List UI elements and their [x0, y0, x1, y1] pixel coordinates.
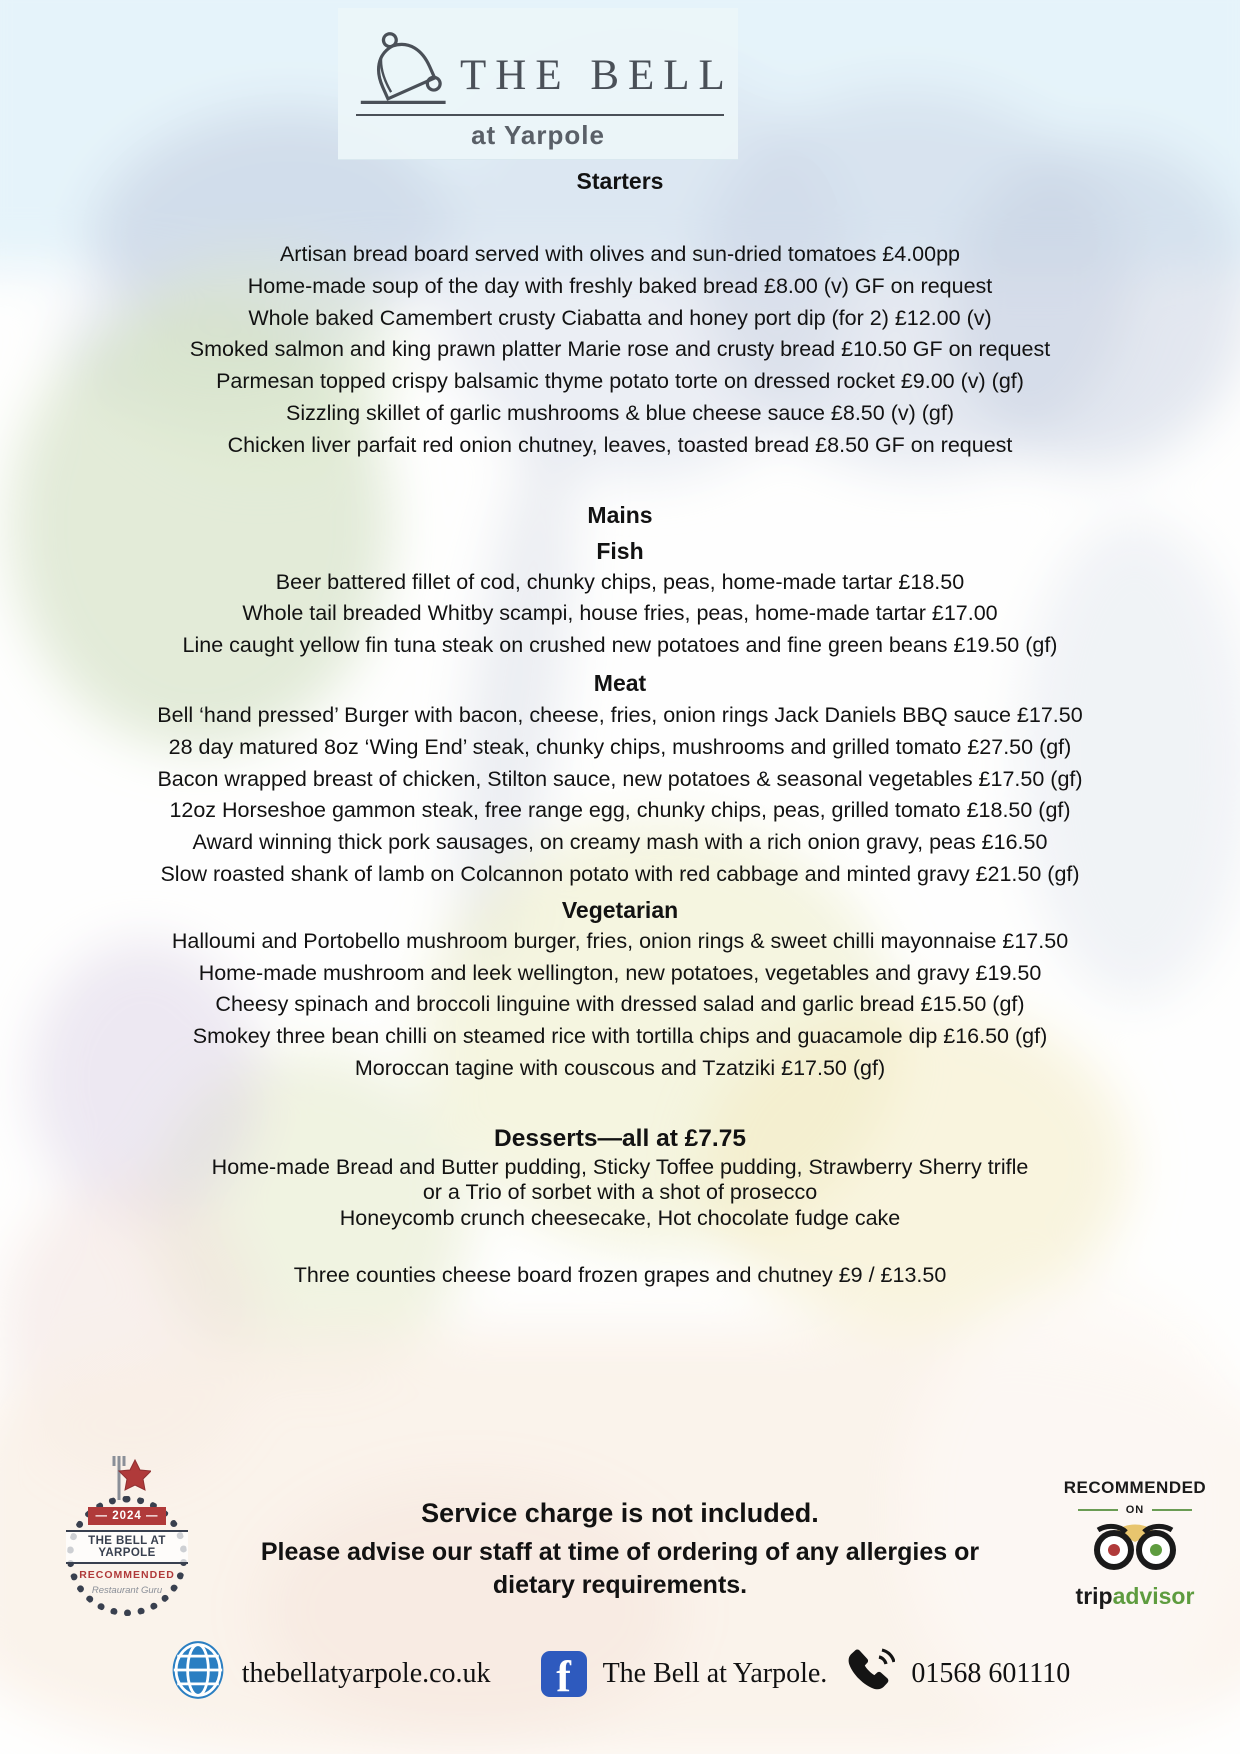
menu-item: Cheesy spinach and broccoli linguine with dressed salad and garlic bread £15.50 (gf) [215, 992, 1025, 1017]
facebook-icon: f [541, 1651, 587, 1697]
menu-item: Whole baked Camembert crusty Ciabatta and honey port dip (for 2) £12.00 (v) [248, 305, 992, 330]
tripadvisor-wordmark: tripadvisor [1075, 1583, 1195, 1609]
menu-content [0, 168, 1240, 1292]
menu-item: Smoked salmon and king prawn platter Marie rose and crusty bread £10.50 GF on request [189, 337, 1051, 362]
menu-item: Line caught yellow fin tuna steak on crushed new potatoes and fine green beans £19.50 (gf) [182, 633, 1058, 658]
menu-item: Bacon wrapped breast of chicken, Stilton sauce, new potatoes & seasonal vegetables £17.50 (gf) [157, 766, 1083, 791]
globe-icon [170, 1640, 226, 1708]
menu-item: Smokey three bean chilli on steamed rice with tortilla chips and guacamole dip £16.50 (gf) [192, 1024, 1048, 1049]
menu-item: or a Trio of sorbet with a shot of prosecco [422, 1180, 818, 1205]
guru-restaurant-name: THE BELL AT YARPOLE [66, 1530, 188, 1564]
restaurant-guru-badge [52, 1448, 202, 1653]
vegetarian-list [0, 926, 1240, 1085]
menu-item: Chicken liver parfait red onion chutney, leaves, toasted bread £8.50 GF on request [227, 432, 1013, 457]
logo-underline [356, 114, 724, 116]
logo-subtitle: at Yarpole [471, 120, 605, 150]
cheese-board-item: Three counties cheese board frozen grapes and chutney £9 / £13.50 [293, 1263, 947, 1288]
divider-line [1152, 1509, 1192, 1511]
guru-year-ribbon: — 2024 — [88, 1507, 167, 1525]
menu-item: Home-made mushroom and leek wellington, new potatoes, vegetables and gravy £19.50 [198, 960, 1042, 985]
menu-item: Award winning thick pork sausages, on creamy mash with a rich onion gravy, peas £16.50 [192, 830, 1048, 855]
menu-item: Slow roasted shank of lamb on Colcannon potato with red cabbage and minted gravy £21.50 (gf) [160, 861, 1080, 886]
menu-item: Honeycomb crunch cheesecake, Hot chocolate fudge cake [339, 1205, 901, 1230]
footer [0, 1636, 1240, 1712]
tripadvisor-owl-icon [1055, 1520, 1215, 1581]
tripadvisor-badge [1055, 1478, 1215, 1610]
guru-source: Restaurant Guru [91, 1585, 163, 1596]
vegetarian-heading: Vegetarian [561, 896, 679, 923]
allergy-notice: Please advise our staff at time of ordering of any allergies or dietary requirements. [260, 1538, 980, 1599]
bell-logo-icon [356, 24, 452, 117]
fish-heading: Fish [596, 537, 644, 564]
menu-item: Sizzling skillet of garlic mushrooms & blue cheese sauce £8.50 (v) (gf) [286, 400, 954, 425]
tripadvisor-on-label: ON [1125, 1504, 1145, 1516]
service-charge-notice: Service charge is not included. [421, 1498, 819, 1528]
menu-item: Home-made soup of the day with freshly baked bread £8.00 (v) GF on request [247, 273, 993, 298]
divider-line [1078, 1509, 1118, 1511]
menu-item: Parmesan topped crispy balsamic thyme potato torte on dressed rocket £9.00 (v) (gf) [216, 369, 1024, 394]
menu-item: 28 day matured 8oz ‘Wing End’ steak, chunky chips, mushrooms and grilled tomato £27.50 (gf) [168, 734, 1072, 759]
desserts-heading: Desserts—all at £7.75 [494, 1124, 746, 1152]
menu-item: Whole tail breaded Whitby scampi, house fries, peas, home-made tartar £17.00 [242, 601, 998, 626]
menu-item: 12oz Horseshoe gammon steak, free range egg, chunky chips, peas, grilled tomato £18.50 (gf) [169, 798, 1071, 823]
menu-item: Halloumi and Portobello mushroom burger, fries, onion rings & sweet chilli mayonnaise £17.50 [171, 928, 1069, 953]
phone-number: 01568 601110 [911, 1658, 1071, 1689]
menu-item: Moroccan tagine with couscous and Tzatziki £17.50 (gf) [354, 1055, 886, 1080]
menu-item: Artisan bread board served with olives and sun-dried tomatoes £4.00pp [279, 242, 961, 266]
meat-heading: Meat [593, 669, 647, 696]
fish-list [0, 567, 1240, 662]
menu-item: Home-made Bread and Butter pudding, Sticky Toffee pudding, Strawberry Sherry trifle [211, 1154, 1029, 1179]
mains-heading: Mains [587, 501, 653, 528]
logo-title: THE BELL [460, 51, 734, 99]
guru-status: RECOMMENDED [79, 1569, 175, 1581]
starters-list [0, 239, 1240, 462]
desserts-list [0, 1155, 1240, 1232]
website-text: thebellatyarpole.co.uk [241, 1658, 491, 1689]
tripadvisor-recommended-label: RECOMMENDED [1063, 1478, 1207, 1497]
logo [338, 8, 738, 160]
menu-item: Bell ‘hand pressed’ Burger with bacon, cheese, fries, onion rings Jack Daniels BBQ sauce £17.50 [157, 702, 1083, 727]
facebook-page-name: The Bell at Yarpole. [602, 1658, 828, 1689]
menu-item: Beer battered fillet of cod, chunky chips, peas, home-made tartar £18.50 [275, 569, 965, 594]
phone-icon [843, 1644, 895, 1704]
meat-list [0, 700, 1240, 891]
starters-heading: Starters [576, 168, 664, 194]
